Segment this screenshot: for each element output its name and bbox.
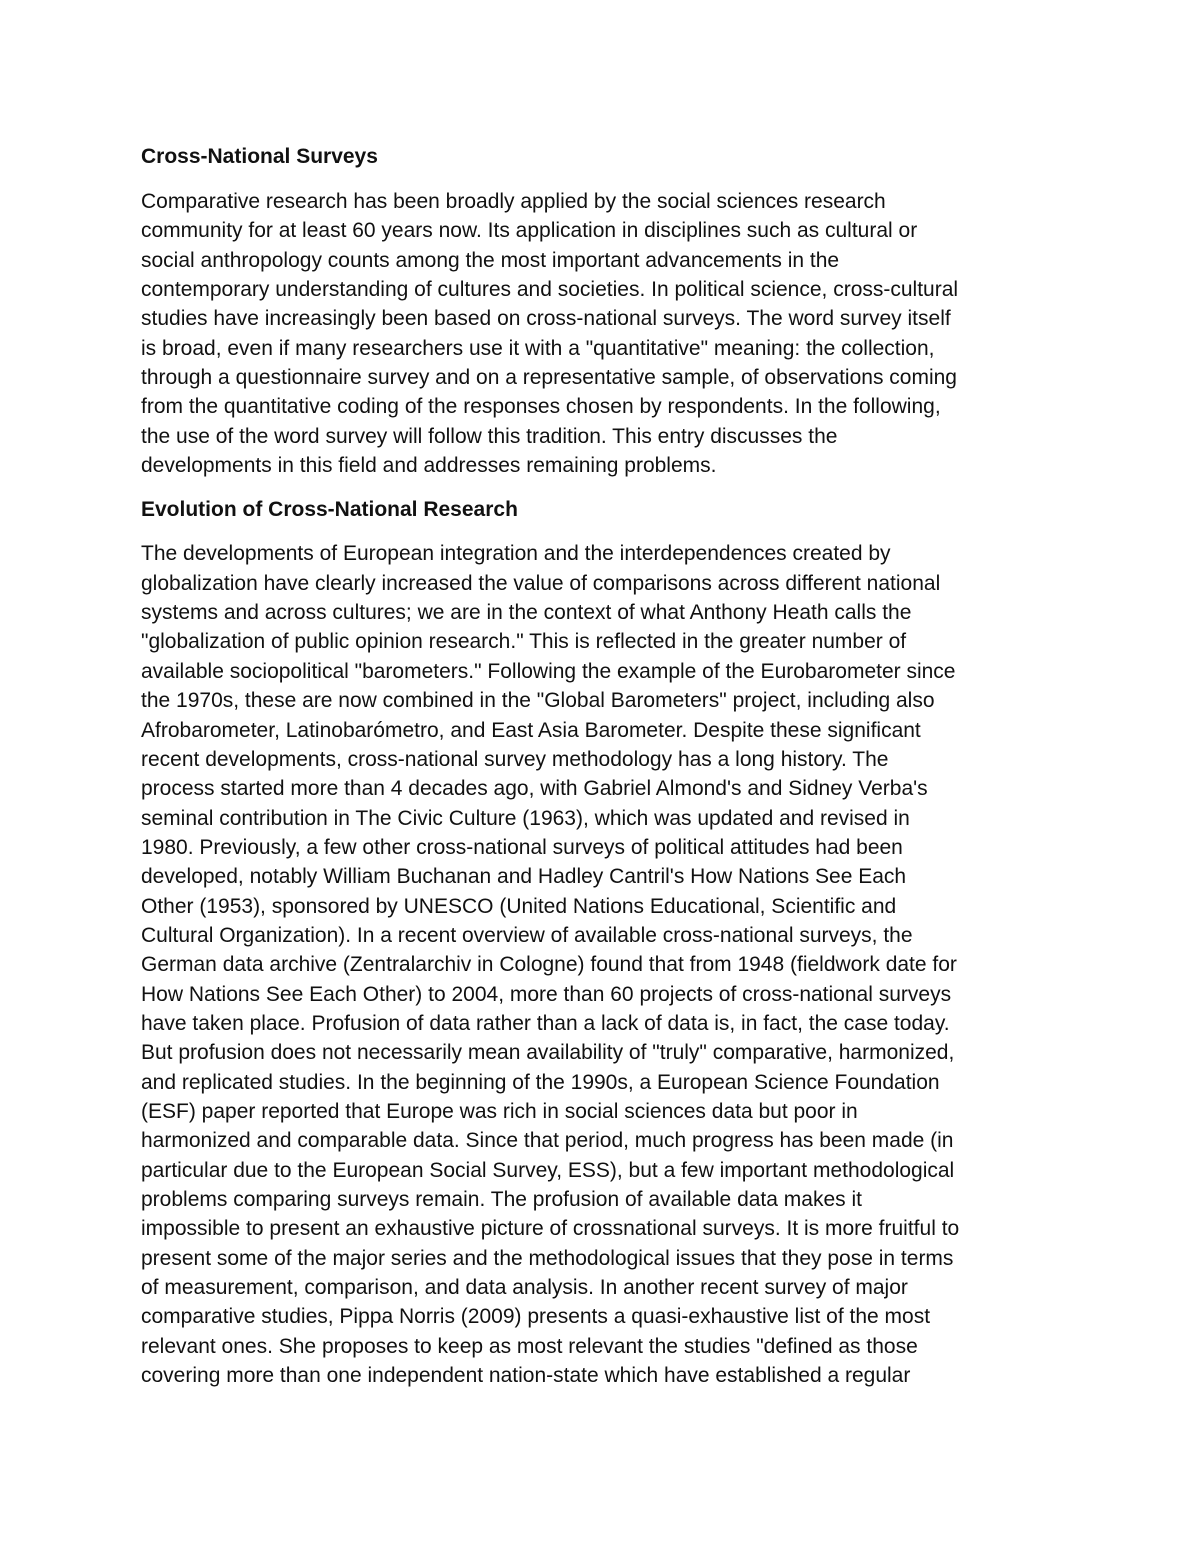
text-line: The developments of European integration and the interdependences created by [141,542,891,566]
text-line: systems and across cultures; we are in the context of what Anthony Heath calls the [141,601,912,625]
text-line: How Nations See Each Other) to 2004, more than 60 projects of cross-national surveys [141,982,952,1006]
document-page [141,138,1066,1390]
text-line: have taken place. Profusion of data rather than a lack of data is, in fact, the case today. [141,1011,950,1035]
text-line: contemporary understanding of cultures and societies. In political science, cross-cultural [141,278,959,302]
text-line: relevant ones. She proposes to keep as most relevant the studies "defined as those [141,1334,918,1358]
text-line: "globalization of public opinion research." This is reflected in the greater number of [141,630,907,654]
text-line: German data archive (Zentralarchiv in Cologne) found that from 1948 (fieldwork date for [141,953,957,977]
text-line: process started more than 4 decades ago, with Gabriel Almond's and Sidney Verba's [141,777,928,801]
text-line: problems comparing surveys remain. The profusion of available data makes it [141,1188,862,1211]
text-line: comparative studies, Pippa Norris (2009) presents a quasi-exhaustive list of the most [141,1305,931,1329]
text-line: studies have increasingly been based on cross-national surveys. The word survey itself [141,307,951,331]
section-heading-evolution-of-cross-national-research: Evolution of Cross-National Research [141,498,518,522]
text-line: the 1970s, these are now combined in the "Global Barometers" project, including also [141,689,935,713]
text-line: harmonized and comparable data. Since that period, much progress has been made (in [141,1129,954,1153]
text-line: social anthropology counts among the most important advancements in the [141,248,840,272]
text-line: through a questionnaire survey and on a representative sample, of observations coming [141,366,957,390]
text-line: globalization have clearly increased the value of comparisons across different national [141,571,941,595]
text-line: from the quantitative coding of the responses chosen by respondents. In the following, [141,395,941,419]
text-line: particular due to the European Social Survey, ESS), but a few important methodological [141,1158,955,1182]
text-line: is broad, even if many researchers use it with a "quantitative" meaning: the collection, [141,336,935,360]
text-line: the use of the word survey will follow this tradition. This entry discusses the [141,424,838,448]
paragraph-cross-national-surveys [141,187,1066,480]
text-line: community for at least 60 years now. Its application in disciplines such as cultural or [141,219,918,243]
text-line: 1980. Previously, a few other cross-national surveys of political attitudes had been [141,835,903,859]
text-line: Other (1953), sponsored by UNESCO (United Nations Educational, Scientific and [141,894,897,918]
text-line: impossible to present an exhaustive picture of crossnational surveys. It is more fruitful to [141,1217,960,1241]
section-heading-cross-national-surveys: Cross-National Surveys [141,145,378,168]
text-line: seminal contribution in The Civic Culture (1963), which was updated and revised in [141,806,910,830]
paragraph-evolution-of-cross-national-research [141,539,1066,1390]
text-line: developments in this field and addresses remaining problems. [141,454,717,478]
text-line: present some of the major series and the methodological issues that they pose in terms [141,1246,954,1270]
text-line: Comparative research has been broadly applied by the social sciences research [141,190,886,213]
text-line: and replicated studies. In the beginning of the 1990s, a European Science Foundation [141,1070,940,1094]
text-line: of measurement, comparison, and data analysis. In another recent survey of major [141,1276,908,1300]
text-line: But profusion does not necessarily mean availability of "truly" comparative, harmonized, [141,1041,955,1065]
text-line: covering more than one independent nation-state which have established a regular [141,1364,911,1388]
text-line: available sociopolitical "barometers." Following the example of the Eurobarometer since [141,659,956,683]
text-line: Cultural Organization). In a recent overview of available cross-national surveys, the [141,923,913,947]
text-line: developed, notably William Buchanan and Hadley Cantril's How Nations See Each [141,865,907,889]
text-line: Afrobarometer, Latinobarómetro, and East Asia Barometer. Despite these significant [141,718,921,742]
text-line: recent developments, cross-national survey methodology has a long history. The [141,747,889,771]
text-line: (ESF) paper reported that Europe was rich in social sciences data but poor in [141,1099,858,1123]
